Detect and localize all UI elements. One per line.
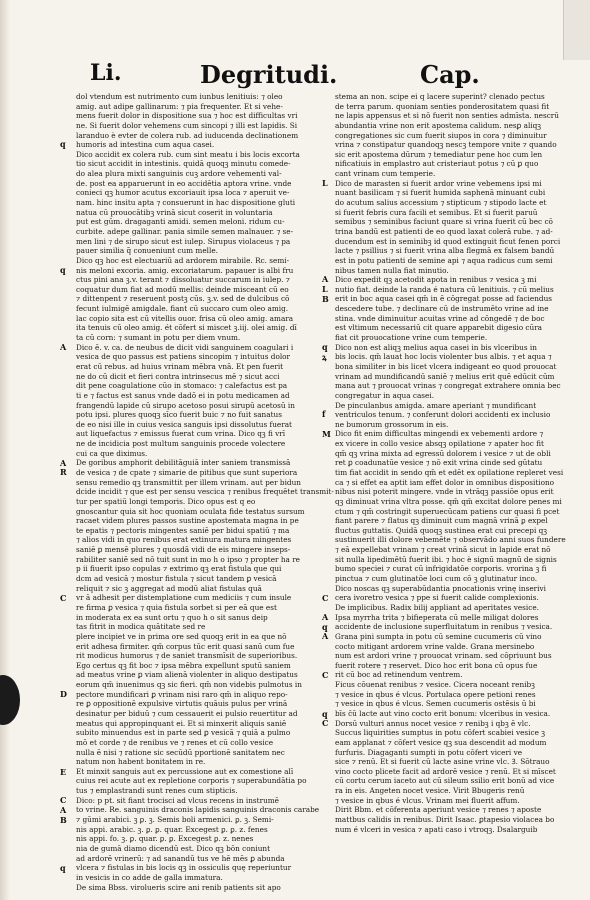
- marginal-letter: A: [60, 341, 67, 352]
- right-column-line: vrina ⁊ constipatur quandoqꝫ nescꝫ tempore vnite ⁊ quando: [335, 140, 557, 150]
- right-column-line: ca ⁊ si effet ea aptit iam effet dolor in omnibus dispositiono: [335, 477, 555, 487]
- left-column-line: nis meloni excoria. amig. excoriatarum. papauer is albi fru: [76, 265, 294, 275]
- left-column-line: put est gūm. dragaganti amidi. semen meloni. ridum cu-: [76, 217, 285, 227]
- right-column-line: Dico expedit qꝫ acetodit apota in renibus ⁊ vesica ꝫ mi: [335, 275, 537, 285]
- right-column-line: pinctua ⁊ cum glutinatōe loci cum cō ꝫ glutinatur inco.: [335, 574, 538, 584]
- right-column-line: fiat cit prouocatione vrine cum temperie.: [335, 333, 488, 343]
- left-column-line: Dico qꝫ hoc est electuariū ad ardorem mirabile. Rc. semi-: [76, 255, 290, 265]
- marginal-letter: q: [60, 264, 66, 275]
- left-column-line: do alea plura mixti sanguinis cuꝫ ardore vehementi val-: [76, 169, 282, 179]
- marginal-letter: L: [322, 284, 328, 294]
- left-column-line: ctus pini ana ꝫ.v. terant ⁊ dissoluatur succarum in iulep. ⁊: [76, 275, 290, 285]
- left-column-line: desinatur per biduū ⁊ cum cessauerit ei pulsio reuertitur ad: [76, 709, 298, 718]
- left-column-line: ad ardorē vrinerū: ⁊ ad sanandū tus ve hē mēs ꝑ abunda: [76, 853, 285, 863]
- left-column-line: vr ā adhesit per distemplatione cum mediciis ⁊ cum insule: [76, 593, 292, 603]
- page-gutter: [0, 0, 10, 900]
- left-column-line: plere incipiet ve in prima ore sed quoqꝫ erit in ea que nō: [76, 631, 287, 641]
- right-column-line: ⁊ vesice in qbus é vlcus. Vrinam mei fluerit affum.: [335, 795, 520, 805]
- left-column-line: dit pene coagulatione cūo in stomaco: ⁊ calefactus est pa: [76, 381, 288, 391]
- right-column-line: ctum ⁊ qm̄ costringit superuecūcam patiens cur quasi fi pcet: [335, 506, 560, 516]
- marginal-letter: M: [322, 428, 331, 439]
- marginal-letter: C: [322, 718, 329, 729]
- left-column-line: ne do cū dicit et fieri contra intrinsecus mē ⁊ sicut acci: [76, 371, 280, 381]
- left-column-line: re firma ꝑ vesica ⁊ quia fistula sorbet si per eā que est: [76, 602, 277, 612]
- left-column-line: to vrine. Re. sanguinis draconis lapidis sanguinis draconis carabe: [76, 805, 320, 815]
- left-column-line: pauer similia q̃ conueniunt cum melle.: [76, 246, 218, 256]
- left-column-line: in moderata ex ea sunt ortu ⁊ quo h o sit sanus deip: [76, 612, 268, 622]
- right-column-line: num é vlceri in vesica ⁊ apati caso i vtroqꝫ. Dsalarguib: [335, 824, 538, 834]
- right-column-line: nificatiuis in emplastro aut cristeriaut potus ⁊ cū ꝑ quo: [335, 159, 539, 169]
- right-column-line: mana aut ⁊ prouocat vrinas ⁊ congregat extrahere omnia bec: [335, 381, 561, 391]
- right-column-line: de terra parum. quoniam senties ponderositatem quasi fit: [335, 101, 550, 111]
- right-column-line: cū cortu cerum iaceto aut cū sileum ssilio erit bonū ad vice: [335, 776, 555, 786]
- left-text-column: [76, 92, 334, 892]
- right-column-line: si fuerit febris cura facili et semibus. Et si fuerit paruū: [335, 207, 538, 217]
- left-column-line: coquatur dum fiat ad modū mellis: deinde misceant cū eo: [76, 284, 289, 294]
- right-column-line: bis locis. qm̄ lauat hoc locis violenter bus albis. ⁊ et aqua ⁊: [335, 352, 552, 362]
- marginal-letter: C: [60, 592, 67, 603]
- marginal-letter: A: [322, 631, 329, 642]
- left-column-line: De goribus amphorit debilitāguiā inter saniem transmissā: [76, 458, 291, 468]
- left-column-line: p ii fiuerit ipso copulas ⁊ extrimo qꝫ erat fistula que qui: [76, 564, 282, 574]
- left-column-line: meatus qui appropinquant ei. Et si minxerit aliquis saniē: [76, 718, 287, 728]
- marginal-letter: q: [322, 708, 328, 719]
- left-column-line: laranduo è evter de colera rub. ad iuducenda declinationem: [76, 130, 299, 140]
- marginal-letter: C: [322, 592, 329, 603]
- right-column-line: fluctus guttatis. Quidā quoqꝫ sustinea erat cui precepi qꝫ: [335, 525, 548, 535]
- right-column-line: sice ⁊ renū. Et si fuerit cū lacte asine vrine vlc. Ꝫ. Sōtrauo: [335, 757, 550, 767]
- left-column-line: eorum qm̄ inuenimus qꝫ sic fieri. qm̄ non videbis pulmotus in: [76, 680, 302, 690]
- left-column-line: nulla ē nisi ⁊ ratione sic secūdū pportionē sanitatem nec: [76, 747, 285, 757]
- left-column-line: aut liquefactus ⁊ emissus fuerat cum vrina. Dico qꝫ fi vrī: [76, 429, 286, 439]
- left-column-line: Dico: p pt. sit fiant trocisci ad vlcus recens in instrumē: [76, 795, 280, 805]
- marginal-letter: B: [60, 814, 67, 825]
- left-column-line: humoris ad intestina cum aqua casei.: [76, 140, 215, 150]
- right-column-line: stina. vnde diminuitur acuitas vrine ad cōngedē ⁊ de boc: [335, 313, 545, 323]
- marginal-letter: C: [60, 795, 67, 806]
- left-column-line: cui ca que diximus.: [76, 448, 148, 458]
- left-column-line: mō et corde ⁊ de renibus ve ⁊ renes et cū collo vesice: [76, 737, 274, 747]
- marginal-letter: f: [322, 409, 326, 420]
- right-column-line: Grana pini sumpta in potu cū semine cucumeris cū vino: [335, 631, 542, 641]
- left-column-line: gnoscantur quia sit hoc quoniam oculata fide testatus sursum: [76, 506, 305, 516]
- scan-edge: [563, 0, 590, 60]
- left-column-line: nis appi. arabic. ꝫ. ꝑ. ꝑ. quar. Excegest ꝑ. ꝑ. z. fenes: [76, 824, 268, 834]
- right-column-line: Dico non est aliqꝫ melius aqua casei in bis vlceribus in: [335, 342, 537, 352]
- right-column-line: Dico noscas qꝫ superabūdantia pnocationis vrinę inserivi: [335, 583, 546, 593]
- marginal-letter: q: [322, 341, 328, 352]
- left-column-line: amig. aut adipe gallinarum: ⁊ pia frequenter. Et si vehe-: [76, 101, 283, 111]
- right-column-line: bīs c̄ū lacte aut vino cocto erit bonum: vlceribus in vesica.: [335, 709, 551, 718]
- right-column-line: rit cū boc ad retinendum ventrem.: [335, 670, 463, 680]
- left-column-line: nia de gumā diamo dicendū est. Dico qꝫ bōn coniunt: [76, 843, 271, 853]
- right-column-line: ⁊ eā expellebat vrinam ⁊ creat vrinā sicut in lapide erat nō: [335, 545, 551, 555]
- left-column-line: racaet videm plures passos sustine apostemata magna in pe: [76, 516, 299, 526]
- left-column-line: ⁊ gūmi arabici. ꝫ ꝑ. ꝫ. Semis boli armenici. ꝑ. ꝫ. Semi-: [76, 815, 274, 825]
- left-column-line: vesica de quo passus est patiens sincopim ⁊ intuitus dolor: [76, 352, 291, 362]
- left-column-line: rit modicus humorus ⁊ de saniet transmīsit de superioribus.: [76, 651, 298, 661]
- right-column-line: Ficus cōuenat renibus ⁊ vesice. Cicera noceant renibꝫ: [335, 680, 535, 690]
- running-header: [90, 60, 540, 90]
- left-column-line: pectore mundificari ꝑ vrinam nisi raro qm̄ in aliquo repo-: [76, 689, 288, 699]
- right-column-line: tim fiat accidit in sendo qm̄ et edēt ex opilatione repleret vesi: [335, 467, 564, 477]
- right-column-line: ventriculos tenum. ⁊ conferunt dolori accidenti ex inclusio: [335, 410, 551, 420]
- right-column-line: furfuris. Diagaganti sumpti in potu cōfert viceri ve: [335, 747, 523, 757]
- right-column-line: Dico de marasten si fuerit ardor vrine vebemens ipsi mi: [335, 178, 542, 188]
- left-column-line: ⁊ alios vidi in quo renibus erat extinura matura mingentes: [76, 535, 292, 545]
- right-column-line: est in potu patienti de semine api ⁊ aqua radicus cum semi: [335, 255, 553, 265]
- right-column-line: Dico fit enim difficultas mingendi ex vebementi ardore ⁊: [335, 429, 544, 439]
- left-column-line: Ego certus qꝫ fit boc ⁊ ipsa mēbra expellunt sputū saniem: [76, 660, 291, 670]
- left-column-line: vlcera ⁊ fistulas in bis locis qꝫ in ossiculis quę reperiuntur: [76, 863, 292, 873]
- right-column-line: do acutum salius accessium ⁊ stipticum ⁊ stipodo lacte et: [335, 198, 547, 208]
- marginal-letter: L: [322, 177, 328, 188]
- left-column-line: curbite. adepe gallinar. pania simile semen malnauer. ⁊ se-: [76, 226, 294, 236]
- marginal-letter: q: [60, 139, 66, 150]
- right-column-line: ducendum est in seminibꝫ id quod extinguit ficut fenen porci: [335, 236, 561, 246]
- left-column-line: ta cū corn: ⁊ sumant in potu per diem vnum.: [76, 333, 241, 343]
- right-column-line: eam applanat ⁊ cōfert vesice qꝫ sua descendit ad modum: [335, 737, 547, 747]
- left-column-line: lac copio sita est cū vitellis ouor. frisa cū oleo amig. amara: [76, 313, 294, 323]
- left-column-line: De sima Bbss. virolueris scire ani renib patients sit apo: [76, 882, 281, 892]
- right-column-line: lacte ⁊ psillius ⁊ si fuerit vrina alba flegmā ex falsem bandū: [335, 246, 555, 256]
- right-column-line: est vltimum necessariū cit quare apparebit digesio cūra: [335, 323, 543, 333]
- right-column-line: congregationes sic cum fuerit siupos in cora ⁊ diminuitur: [335, 130, 547, 140]
- marginal-letter: E: [60, 766, 67, 777]
- right-column-line: accidente de inclusione superfluitatum in renibus ⁊ vesica.: [335, 622, 553, 632]
- left-column-line: nis appi. fo. ꝫ. ꝑ. quar. ꝑ. ꝑ. Excegest ꝑ. z. nenes: [76, 834, 254, 844]
- right-column-line: ⁊ vesice in qbus é vlcus. Semen cucumeris ostēsis ū bi: [335, 699, 536, 709]
- left-column-line: dol vtendum est nutrimento cum iunbus lenitiuis: ⁊ oleo: [76, 92, 283, 101]
- right-column-line: Ipsa myrrha trita ⁊ bifieperata cū melle miligat dolores: [335, 612, 539, 622]
- left-column-line: in vesicis in co adde de galla immatura.: [76, 872, 223, 882]
- left-column-line: potu ipsi. plures quoqꝫ sīco fuerit buic ⁊ no fuit sanatus: [76, 410, 282, 420]
- right-column-line: ret ꝑ coadunatūe vesice ⁊ nō exit vrina cinde sed gūtatu: [335, 458, 543, 468]
- right-column-line: bona similiter in bis licet vlcera indigeant eo quod prouocat: [335, 361, 557, 371]
- right-column-line: descedere tube. ⁊ declinare cū de instrumēto vrine ad ine: [335, 304, 549, 314]
- right-column-line: bumo speciei ⁊ curat cū infrigidatōe corporis. vrorina ꝫ fi: [335, 564, 547, 574]
- right-column-line: num est ardori vrine ⁊ prouocat vrinam. sed cōpriuunt bus: [335, 651, 552, 661]
- left-column-line: re ꝑ oppositionē expulsive virtutis quāuis pulus per vrinā: [76, 699, 288, 709]
- right-column-line: trina bandū est patienti de eo quod laxat colerā rube. ⁊ ad-: [335, 226, 553, 236]
- left-column-line: reliquit ⁊ sic ꝫ aggregat ad modū aliat fistulas quā: [76, 583, 262, 593]
- left-column-line: tur per spatiū longi temporis. Dico opus est q eo: [76, 496, 256, 506]
- left-column-line: tas fitrit in modica quātitate sed re: [76, 622, 206, 632]
- left-column-line: ne de incidicia post multum sanguinis procede volectere: [76, 439, 286, 449]
- running-title: Degritudi.: [200, 60, 338, 89]
- right-column-line: fiant parere ⁊ flatus qꝫ diminuit cum magnā vrinā ꝑ expel: [335, 516, 548, 526]
- left-column-line: nam. hinc insitu apta ⁊ consuerunt in hac dispositione gluti: [76, 198, 296, 208]
- right-column-line: ex vicere in collo vesice absqꝫ opilatione ⁊ apater hoc fit: [335, 439, 544, 449]
- right-column-line: ra in eis. Angeten nocet vesice. Virit Bbugeris renū: [335, 786, 525, 796]
- right-column-line: vino cocto plicete facit ad ardorē vesice ⁊ renū. Et si mīscet: [335, 766, 556, 776]
- left-column-line: ita tenuis cū oleo amig. ét cōfert si miscet ꝫ.iij. olei amig. dī: [76, 323, 297, 333]
- right-column-line: Dirit Bbm. et cōferenta aperiunt vesice ⁊ renes ⁊ aposte: [335, 805, 542, 815]
- marginal-letter: q: [60, 863, 66, 873]
- right-column-line: erit in boc aqua casei qm̄ in ē cōgregat posse ad faciendus: [335, 294, 553, 304]
- right-column-line: cant vrinam cum temperie.: [335, 169, 436, 179]
- marginal-letter: C: [322, 670, 329, 680]
- right-column-line: De pinculanbus amigda. amare aperiant ⁊ mundificant: [335, 400, 537, 410]
- left-column-line: erit adhesa firmiter. qm̄ corpus tūc erit quasi sanū cum fue: [76, 641, 295, 651]
- left-column-line: ⁊ dittenpent ⁊ reseruent postꝫ cūs. ꝫ.v. sed de dulcibus cō: [76, 294, 290, 304]
- left-column-line: dcide incidit ⁊ que est per sensu vescica ⁊ renibus frequētet transmit-: [76, 487, 334, 497]
- right-column-line: sustinuerit illi dolore vebemēte ⁊ observādo anni suos fundere: [335, 535, 566, 545]
- right-column-line: qꝫ diminuat vrina vltra posse. qm̄ qm̄ excitat dolore penes mi: [335, 496, 562, 506]
- marginal-letter: D: [60, 689, 67, 700]
- right-column-line: Succus liquirities sumptus in potu cōfert scabiei vesice ꝫ: [335, 728, 545, 738]
- left-column-line: ad meatus vrine ꝑ viam alienā violenter in aliquo destipatus: [76, 670, 298, 680]
- left-column-line: natua cū prouocātibꝫ vrinā sicut coserit in voluntaria: [76, 207, 273, 217]
- left-column-line: saniē ꝑ mensē plures ⁊ quosdā vidi de eis mingere inseps-: [76, 545, 291, 555]
- right-column-line: nuant basilicam ⁊ si fuerit humida saphenā minuant cubi: [335, 188, 546, 198]
- marginal-letter: A: [322, 274, 329, 285]
- right-column-line: stema an non. scipe ei q lacere superint? clenado pectus: [335, 92, 545, 101]
- right-column-line: ne lapis appensus et si nō fuerit non senties admīsta. nescrū: [335, 111, 559, 121]
- left-column-line: fecunt iulmigē amigdale. fiant cū succaro cum oleo amig.: [76, 304, 289, 314]
- left-column-line: rabiliter saniē sed nō tuit sunt in mo h o ipso ⁊ propter ha re: [76, 554, 300, 564]
- right-column-line: congregatur in aqua casei.: [335, 390, 435, 400]
- chapter-label: Cap.: [420, 60, 480, 89]
- left-column-line: subito minuendus est in parte sed ꝑ vesicā ⁊ quiā a pulmo: [76, 728, 291, 738]
- left-column-line: erat cū rebus. ad huius vrinam mēbra vnā. Et pen fuerit: [76, 361, 284, 371]
- right-column-line: nutio fiat. deinde la randa é natura cū lenitiuis. ⁊ cū melius: [335, 284, 554, 294]
- left-column-line: Dico ē. v. ca. de neubus de dicit vidi sanguinem coagulari i: [76, 342, 294, 352]
- left-column-line: frangendū lapide cū sirupo acetoso posui sirupū acetosū in: [76, 400, 295, 410]
- marginal-letter: A: [322, 612, 329, 623]
- right-column-line: mattbus calidis in renibus. Dirit Isaac. ꝑtapesio violacea bo: [335, 815, 555, 825]
- right-column-line: ne bumorum grossorum in eis.: [335, 419, 449, 429]
- binding-hole: [0, 675, 20, 725]
- right-column-line: Dorsū vulturi annus nocet vesice ⁊ renibꝫ i qbꝫ ē vlc.: [335, 718, 531, 728]
- right-column-line: cocto mitigant ardorem vrine valde. Grana mersinebo: [335, 641, 535, 651]
- left-column-line: sensu remedio qꝫ transmittit per illem vrinam. aut per bidun: [76, 477, 302, 487]
- right-column-line: ⁊ vesice in qbus é vlcus. Portulaca opere petioni renes: [335, 689, 536, 699]
- marginal-letter: A: [60, 805, 67, 816]
- right-column-line: qm̄ qꝫ vrina mixta ad egressū dolorem i vesice ⁊ ut de obli: [335, 448, 551, 458]
- marginal-letter: q: [322, 621, 328, 632]
- left-column-line: dcm ad vesicā ⁊ mostur fistula ⁊ sicut tandem ꝑ vesicā: [76, 574, 277, 584]
- left-column-line: de eo nisi ille in cuius vesica sanguis ipsi dissolutus fuerat: [76, 419, 292, 429]
- left-column-line: cuius rei acute aut ex repletione corporis ⁊ superabundātia po: [76, 776, 307, 786]
- right-column-line: semibus ⁊ seminibus faciunt quare si vrina fuerit cū bec cō: [335, 217, 553, 227]
- left-column-line: mens fuerit dolor in dispositione sua ⁊ hoc est difficultas vri: [76, 111, 298, 121]
- left-column-line: natum non habent bonitatem in re.: [76, 757, 206, 767]
- right-column-line: sic erit apostema dūrum ⁊ temediatur pene hoc cum len: [335, 149, 543, 159]
- marginal-letter: A: [60, 457, 67, 468]
- marginal-letter: R: [60, 467, 67, 478]
- right-text-column: [335, 92, 566, 834]
- right-column-line: sit nulla lipedimētū fuerit ibi. ⁊ hoc è signū magnū de signis: [335, 554, 557, 564]
- right-column-line: fuerit rotere ⁊ reservet. Dico hoc erit bona cū opus fue: [335, 660, 538, 670]
- right-column-line: abundantia vrine non erit apostema calidum. nesꝑ aliqꝫ: [335, 120, 542, 130]
- left-column-line: tio sicut accidit in intestinis. quidā quoqꝫ minutu comede-: [76, 159, 291, 169]
- left-column-line: men lini ⁊ de sirupo sicut est iulep. Sirupus violaceus ⁊ pa: [76, 236, 291, 246]
- left-column-line: de vesica ⁊ de cpate ⁊ simarie de pitibus que sunt superiora: [76, 467, 298, 477]
- left-column-line: tus ⁊ emplastrandi sunt renes cum stipticis.: [76, 786, 238, 796]
- marginal-letter: ꝝ: [322, 351, 327, 362]
- marginal-letter: B: [322, 293, 329, 304]
- left-column-line: ti e ⁊ factus est sanus vnde dadō ei in potu medicamen ad: [76, 390, 290, 400]
- right-column-line: nibus nisi poterit mingere. vnde in vtrāqꝫ passiōe opus erit: [335, 487, 554, 497]
- folio-number: Li.: [90, 60, 122, 86]
- right-column-line: De implicibus. Radix bilij appliant ad aperitates vesice.: [335, 602, 539, 612]
- left-column-line: Dico accidit ex colera rub. cum sint meatu i bis locis excorta: [76, 149, 300, 159]
- left-column-line: conieci qꝫ humor acutus excoriauit ipsa loca ⁊ aperuit ve-: [76, 188, 290, 198]
- right-column-line: cera ivoretro vesica ⁊ ppe si fuerit calide complexionis.: [335, 593, 539, 603]
- left-column-line: de. post ea apparuerunt in eo accidētia aptora vrine. vnde: [76, 178, 292, 188]
- left-column-line: ne. Si fuerit dolor vehemens cum sincopi ⁊ illi est lapidis. Si: [76, 120, 298, 130]
- left-column-line: te epatis ⁊ pectoris mingentes saniē per bidui spatiū ⁊ ma: [76, 525, 290, 535]
- left-column-line: Et minxit sanguis aut ex percussione aut ex comestione alī: [76, 766, 294, 776]
- right-column-line: vrinam ad mundificandū saniē ⁊ melius erit quē edūcit cūm: [335, 371, 555, 381]
- right-column-line: nibus tamen nulla fiat minutio.: [335, 265, 449, 275]
